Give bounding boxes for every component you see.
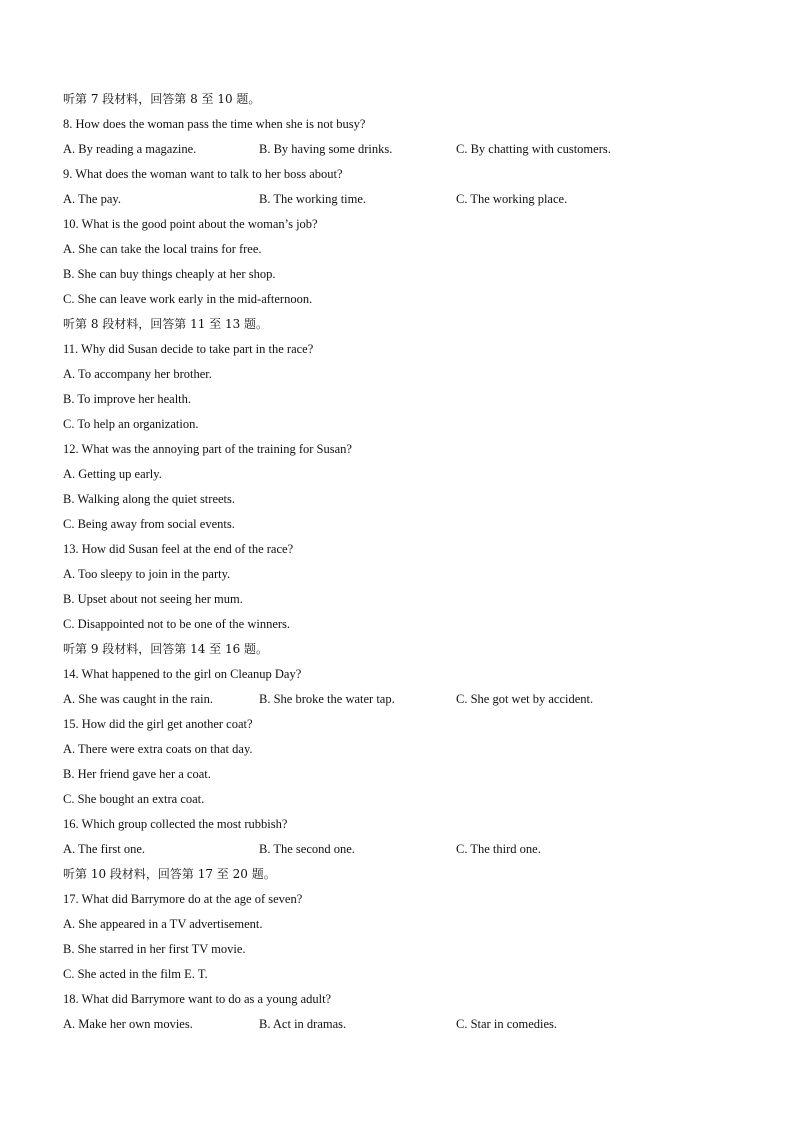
section-header: 听第 8 段材料，回答第 11 至 13 题。 [63, 317, 269, 331]
answer-option: A. By reading a magazine. [63, 142, 197, 156]
answer-option: A. Make her own movies. [63, 1017, 193, 1031]
answer-option: B. The working time. [259, 192, 367, 206]
answer-option: C. Disappointed not to be one of the winners. [63, 617, 291, 631]
question-text: 14. What happened to the girl on Cleanup Day? [63, 667, 302, 681]
answer-option: A. Too sleepy to join in the party. [63, 567, 231, 581]
answer-option: C. She got wet by accident. [456, 692, 594, 706]
answer-option: C. She acted in the film E. T. [63, 967, 208, 981]
answer-option: C. She can leave work early in the mid-afternoon. [63, 292, 313, 306]
answer-option: C. The working place. [456, 192, 568, 206]
question-text: 10. What is the good point about the woman’s job? [63, 217, 318, 231]
question-text: 13. How did Susan feel at the end of the race? [63, 542, 294, 556]
answer-option: A. She appeared in a TV advertisement. [63, 917, 263, 931]
answer-option: C. The third one. [456, 842, 541, 856]
answer-option: B. She starred in her first TV movie. [63, 942, 246, 956]
answer-option: A. She was caught in the rain. [63, 692, 213, 706]
section-header: 听第 7 段材料，回答第 8 至 10 题。 [63, 92, 261, 106]
answer-option: A. Getting up early. [63, 467, 162, 481]
question-text: 9. What does the woman want to talk to her boss about? [63, 167, 343, 181]
section-header: 听第 9 段材料，回答第 14 至 16 题。 [63, 642, 269, 656]
answer-option: C. Being away from social events. [63, 517, 235, 531]
answer-option: B. Her friend gave her a coat. [63, 767, 211, 781]
question-text: 17. What did Barrymore do at the age of seven? [63, 892, 303, 906]
answer-option: B. To improve her health. [63, 392, 192, 406]
answer-option: B. By having some drinks. [259, 142, 393, 156]
answer-option: B. Upset about not seeing her mum. [63, 592, 243, 606]
question-text: 15. How did the girl get another coat? [63, 717, 253, 731]
answer-option: B. She can buy things cheaply at her shop. [63, 267, 276, 281]
section-header: 听第 10 段材料，回答第 17 至 20 题。 [63, 867, 276, 881]
answer-option: B. Act in dramas. [259, 1017, 347, 1031]
question-text: 8. How does the woman pass the time when she is not busy? [63, 117, 366, 131]
answer-option: B. The second one. [259, 842, 355, 856]
answer-option: A. There were extra coats on that day. [63, 742, 253, 756]
answer-option: A. To accompany her brother. [63, 367, 212, 381]
answer-option: C. She bought an extra coat. [63, 792, 205, 806]
answer-option: A. She can take the local trains for free. [63, 242, 262, 256]
answer-option: B. She broke the water tap. [259, 692, 395, 706]
answer-option: A. The pay. [63, 192, 121, 206]
question-text: 18. What did Barrymore want to do as a young adult? [63, 992, 332, 1006]
answer-option: C. To help an organization. [63, 417, 199, 431]
answer-option: B. Walking along the quiet streets. [63, 492, 235, 506]
answer-option: C. By chatting with customers. [456, 142, 611, 156]
question-text: 11. Why did Susan decide to take part in the race? [63, 342, 314, 356]
answer-option: C. Star in comedies. [456, 1017, 558, 1031]
answer-option: A. The first one. [63, 842, 146, 856]
question-text: 12. What was the annoying part of the training for Susan? [63, 442, 352, 456]
question-text: 16. Which group collected the most rubbish? [63, 817, 288, 831]
